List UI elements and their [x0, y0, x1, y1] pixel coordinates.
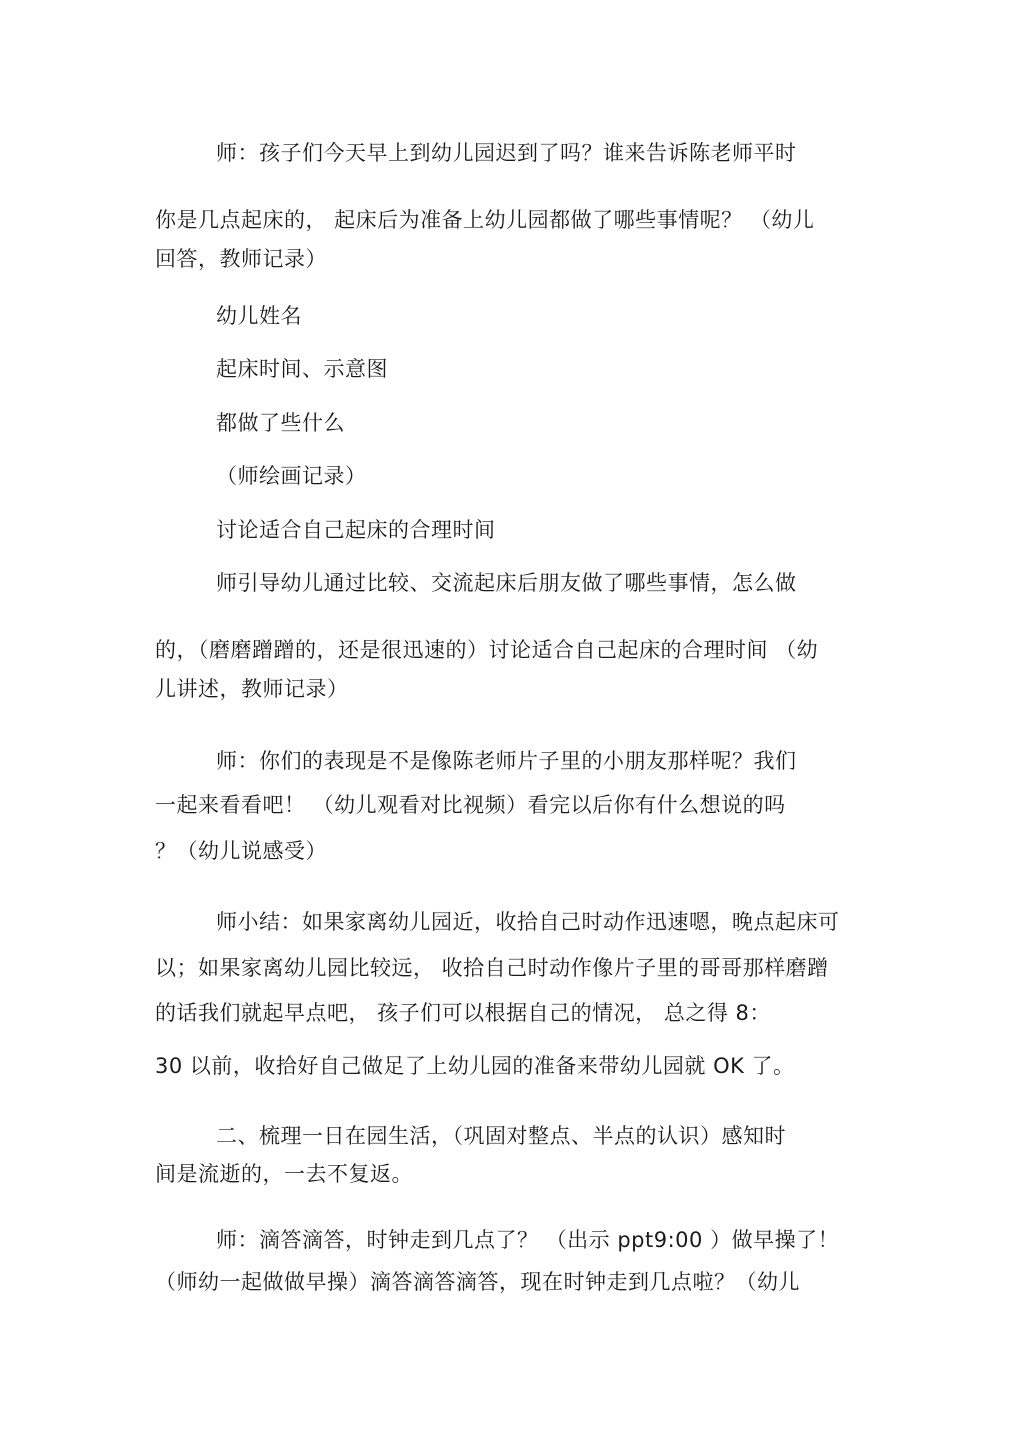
text-line: 的，（磨磨蹭蹭的，还是很迅速的）讨论适合自己起床的合理时间 （幼 — [155, 638, 819, 662]
text-line: 师小结：如果家离幼儿园近，收拾自己时动作迅速嗯，晚点起床可 — [216, 910, 840, 934]
text-line: 二、梳理一日在园生活，（巩固对整点、半点的认识）感知时 — [216, 1124, 786, 1148]
text-line: 起床时间、示意图 — [216, 357, 388, 381]
text-line: 都做了些什么 — [216, 411, 345, 435]
text-line: 儿讲述，教师记录） — [155, 677, 349, 701]
text-line: 以；如果家离幼儿园比较远， 收拾自己时动作像片子里的哥哥那样磨蹭 — [155, 956, 829, 980]
text-line: 师：滴答滴答，时钟走到几点了？ （出示 ppt9:00 ）做早操了！ — [216, 1228, 840, 1252]
text-line: 幼儿姓名 — [216, 304, 302, 328]
text-line: 讨论适合自己起床的合理时间 — [216, 518, 496, 542]
text-line: 一起来看看吧！ （幼儿观看对比视频）看完以后你有什么想说的吗 — [155, 793, 786, 817]
text-line: 30 以前，收拾好自己做足了上幼儿园的准备来带幼儿园就 OK 了。 — [155, 1054, 795, 1078]
text-line: 师：你们的表现是不是像陈老师片子里的小朋友那样呢？我们 — [216, 749, 797, 773]
text-line: 间是流逝的，一去不复返。 — [155, 1162, 413, 1186]
text-line: ？（幼儿说感受） — [155, 839, 327, 863]
text-line: 你是几点起床的， 起床后为准备上幼儿园都做了哪些事情呢？ （幼儿 — [155, 208, 815, 232]
text-line: （师绘画记录） — [216, 464, 367, 488]
text-line: （师幼一起做做早操）滴答滴答滴答，现在时钟走到几点啦？（幼儿 — [155, 1270, 800, 1294]
text-line: 师：孩子们今天早上到幼儿园迟到了吗？谁来告诉陈老师平时 — [216, 141, 797, 165]
text-line: 师引导幼儿通过比较、交流起床后朋友做了哪些事情，怎么做 — [216, 571, 797, 595]
text-line: 的话我们就起早点吧， 孩子们可以根据自己的情况， 总之得 8： — [155, 1001, 771, 1025]
text-line: 回答，教师记录） — [155, 247, 327, 271]
